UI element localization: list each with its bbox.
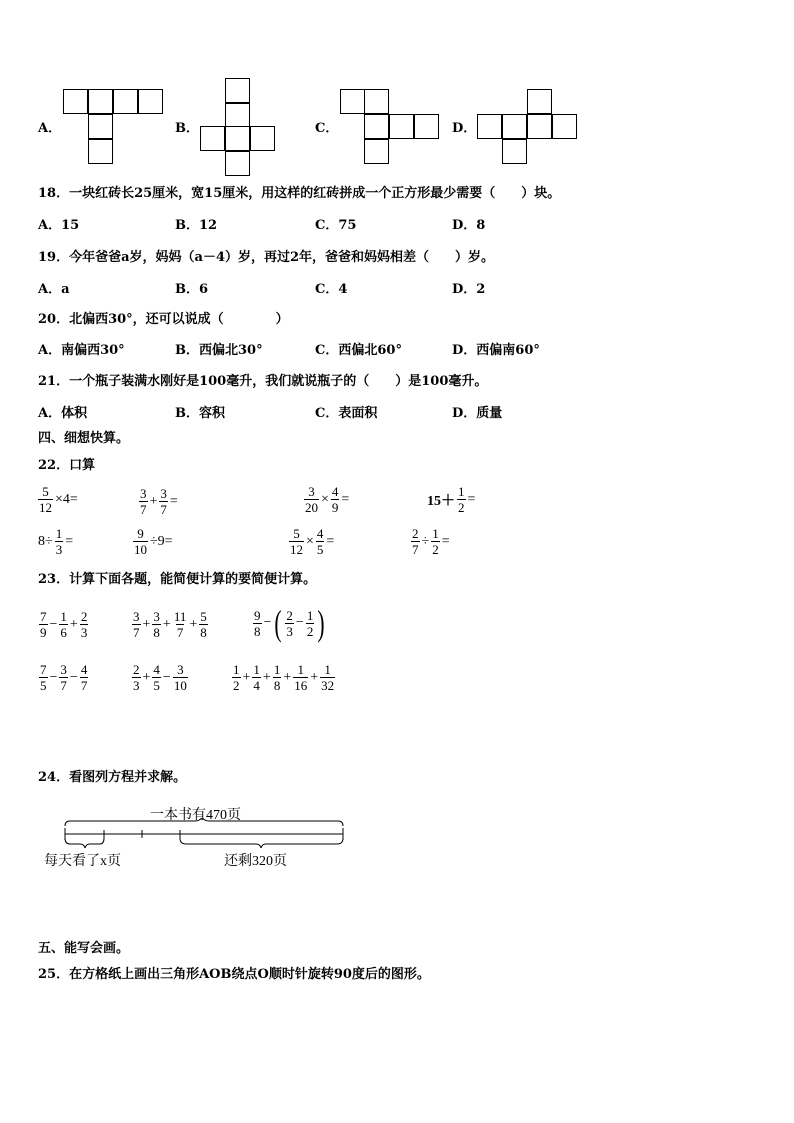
q22-expr-1: $\frac{5}{12}$ ×4= <box>39 484 78 515</box>
q20-option-c[interactable]: C．西偏北60° <box>315 343 402 358</box>
net-square <box>138 89 163 114</box>
net-square <box>88 89 113 114</box>
q18-option-b[interactable]: B．12 <box>175 218 218 233</box>
option-b-label[interactable]: B． <box>175 121 199 136</box>
q24-title: 24．看图列方程并求解。 <box>38 770 187 785</box>
net-square <box>502 139 527 164</box>
option-d-label[interactable]: D． <box>452 121 477 136</box>
q23-expr-3: $\frac{9}{8}$ − ( $\frac{2}{3}$ − $\frac{1}{2}$ ) <box>254 603 325 643</box>
option-c-label[interactable]: C． <box>315 121 339 136</box>
q22-expr-3: $\frac{3}{20}$ × $\frac{4}{9}$ = <box>305 484 350 515</box>
net-square <box>340 89 365 114</box>
net-square <box>527 114 552 139</box>
net-square <box>250 126 275 151</box>
q23-expr-6: $\frac{1}{2}$ + $\frac{1}{4}$ + $\frac{1}{8}$ + $\frac{1}{16}$ + $\frac{1}{32}$ <box>233 662 335 693</box>
net-square <box>477 114 502 139</box>
q19-option-d[interactable]: D．2 <box>452 282 486 297</box>
net-square <box>364 114 389 139</box>
net-square <box>552 114 577 139</box>
net-square <box>113 89 138 114</box>
brace-diagram <box>60 818 350 854</box>
q20-option-d[interactable]: D．西偏南60° <box>452 343 540 358</box>
q23-expr-1: $\frac{7}{9}$ − $\frac{1}{6}$ + $\frac{2}{3}$ <box>40 609 88 640</box>
net-square <box>364 89 389 114</box>
net-square <box>502 114 527 139</box>
q22-expr-5: 8÷ $\frac{1}{3}$ = <box>38 526 74 557</box>
option-a-label[interactable]: A． <box>38 121 62 136</box>
q21-option-b[interactable]: B．容积 <box>175 406 225 421</box>
net-square <box>88 114 113 139</box>
remaining-pages-label: 还剩320页 <box>224 854 287 869</box>
net-square <box>389 114 414 139</box>
q23-title: 23．计算下面各题，能简便计算的要简便计算。 <box>38 572 317 587</box>
net-square <box>414 114 439 139</box>
q21-option-d[interactable]: D．质量 <box>452 406 503 421</box>
net-square <box>200 126 225 151</box>
q21-option-c[interactable]: C．表面积 <box>315 406 378 421</box>
net-square <box>225 78 250 103</box>
q18-stem: 18．一块红砖长25厘米，宽15厘米，用这样的红砖拼成一个正方形最少需要（ ）块。 <box>38 186 561 201</box>
q20-stem: 20．北偏西30°，还可以说成（ ） <box>38 312 289 327</box>
net-square <box>63 89 88 114</box>
net-square <box>88 139 113 164</box>
q20-option-b[interactable]: B．西偏北30° <box>175 343 263 358</box>
q18-option-c[interactable]: C．75 <box>315 218 357 233</box>
q19-option-c[interactable]: C．4 <box>315 282 348 297</box>
q25-title: 25．在方格纸上画出三角形AOB绕点O顺时针旋转90度后的图形。 <box>38 967 430 982</box>
q22-expr-7: $\frac{5}{12}$ × $\frac{4}{5}$ = <box>290 526 335 557</box>
section-heading: 四、细想快算。 <box>38 431 130 446</box>
q21-option-a[interactable]: A．体积 <box>38 406 88 421</box>
q22-expr-6: $\frac{9}{10}$ ÷9= <box>134 526 173 557</box>
net-square <box>364 139 389 164</box>
net-square <box>527 89 552 114</box>
q19-option-b[interactable]: B．6 <box>175 282 209 297</box>
q22-title: 22．口算 <box>38 458 96 473</box>
q22-expr-8: $\frac{2}{7}$ ÷ $\frac{1}{2}$ = <box>412 526 450 557</box>
q18-option-a[interactable]: A．15 <box>38 218 80 233</box>
section-heading: 五、能写会画。 <box>38 941 130 956</box>
q23-expr-4: $\frac{7}{5}$ − $\frac{3}{7}$ − $\frac{4}{7}$ <box>40 662 88 693</box>
q18-option-d[interactable]: D．8 <box>452 218 486 233</box>
net-square <box>225 103 250 128</box>
q22-expr-2: $\frac{3}{7}$ + $\frac{3}{7}$ = <box>140 486 178 517</box>
net-square <box>225 151 250 176</box>
daily-pages-label: 每天看了x页 <box>44 854 121 869</box>
q23-expr-5: $\frac{2}{3}$ + $\frac{4}{5}$ − $\frac{3}{10}$ <box>133 662 187 693</box>
q22-expr-4: 15＋ $\frac{1}{2}$ = <box>427 484 476 515</box>
q19-stem: 19．今年爸爸a岁，妈妈（a－4）岁，再过2年，爸爸和妈妈相差（ ）岁。 <box>38 250 495 265</box>
total-pages-label: 一本书有470页 <box>150 808 241 823</box>
q20-option-a[interactable]: A．南偏西30° <box>38 343 125 358</box>
q19-option-a[interactable]: A．a <box>38 282 70 297</box>
net-square <box>225 126 250 151</box>
q21-stem: 21．一个瓶子装满水刚好是100毫升，我们就说瓶子的（ ）是100毫升。 <box>38 374 488 389</box>
q23-expr-2: $\frac{3}{7}$ + $\frac{3}{8}$ + $\frac{11}{7}$ + $\frac{5}{8}$ <box>133 609 207 640</box>
